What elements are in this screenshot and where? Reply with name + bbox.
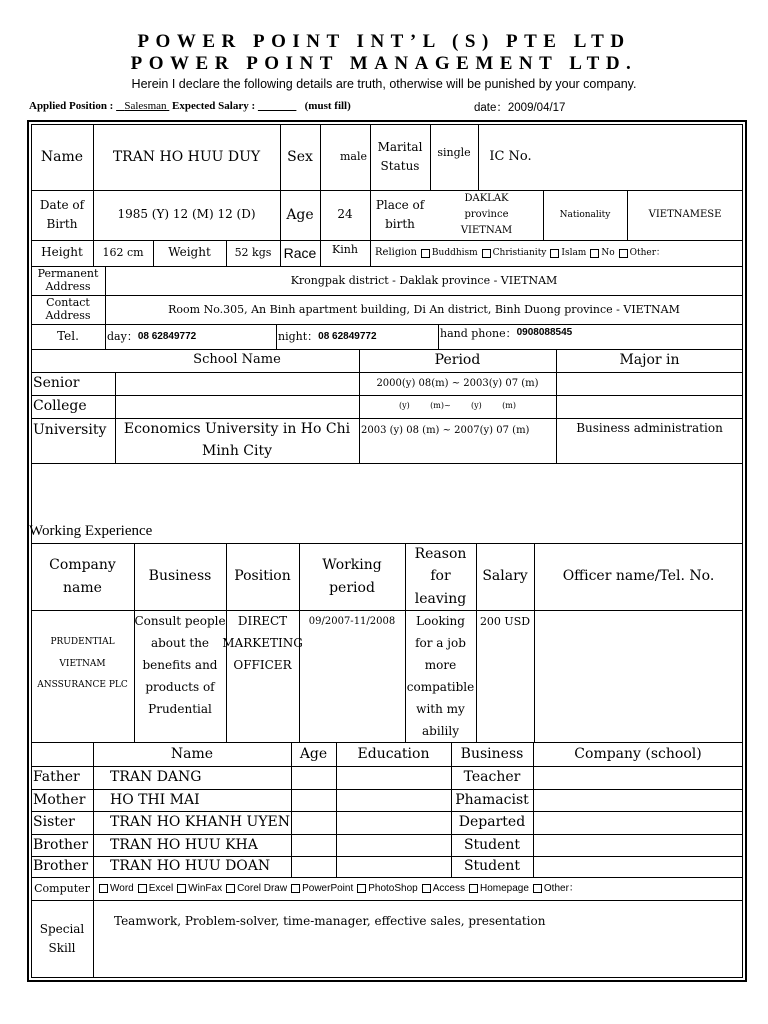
edu-period-university: 2003 (y) 08 (m) ~ 2007(y) 07 (m) [361,425,530,436]
work-reason-value: Looking for a job more compatible with my abilily [406,614,475,738]
date-field [474,99,565,115]
height-label: Height [41,245,83,260]
checkbox-no[interactable] [590,249,599,258]
checkbox-islam[interactable] [550,249,559,258]
religion-option-other: Other： [629,247,666,258]
company-name-2: POWER POINT MANAGEMENT LTD. [130,53,638,74]
computer-option-excel: Excel [148,882,174,894]
edu-header-major: Major in [619,352,680,369]
computer-option-access: Access [432,882,465,894]
work-header-position: Position [234,568,291,585]
work-header-business: Business [148,568,212,585]
computer-option-winfax: WinFax [188,882,223,894]
checkbox-christianity[interactable] [482,249,491,258]
weight-value: 52 kgs [234,246,272,260]
family-name-brother-1: TRAN HO HUU KHA [110,836,258,853]
edu-period-college: (y) (m)~ (y) (m) [399,401,516,411]
age-label: Age [286,206,314,223]
nationality-value: VIETNAMESE [648,209,722,220]
edu-level-university: University [33,422,107,438]
special-skill-label: Special Skill [39,921,85,955]
tel-night-label: night： [278,329,319,343]
tel-label: Tel. [57,328,79,343]
place-of-birth-value: DAKLAK province VIETNAM [460,193,513,236]
checkbox-winfax[interactable] [177,884,186,893]
declaration-text: Herein I declare the following details are truth, otherwise will be punished by your company. [131,77,637,91]
working-experience-title: Working Experience [29,523,153,539]
hand-phone-value: 0908088545 [516,327,573,338]
edu-level-college: College [33,398,87,415]
weight-label: Weight [168,245,211,260]
edu-major-university: Business administration [576,421,723,435]
tel-day-value: 08 62849772 [137,330,197,342]
religion-label: Religion [375,247,417,258]
applied-position-label: Applied Position : [29,100,114,112]
sex-value: male [339,150,367,164]
name-value: TRAN HO HUU DUY [112,148,261,165]
religion-option-islam: Islam [561,247,587,258]
work-salary-value: 200 USD [479,615,531,628]
work-header-officer: Officer name/Tel. No. [562,568,715,585]
family-business-sister: Departed [458,814,526,831]
computer-option-photoshop: PhotoShop [368,882,418,894]
permanent-address-value: Krongpak district - Daklak province - VIETNAM [290,273,558,287]
place-of-birth-label: Place of birth [375,197,425,231]
family-name-mother: HO THI MAI [110,791,200,808]
tel-night [276,324,438,349]
application-line [29,100,351,112]
edu-school-university: Economics University in Ho Chi Minh City [123,421,351,459]
checkbox-buddhism[interactable] [421,249,430,258]
family-business-father: Teacher [463,769,521,786]
marital-status-value: single [437,146,471,160]
race-label: Race [283,244,317,261]
contact-address-label: Contact Address [45,296,91,322]
ic-no-label: IC No. [489,148,532,164]
religion-option-no: No [601,247,615,258]
work-header-reason: Reason for leaving [414,545,467,607]
family-relation-sister: Sister [33,814,75,831]
family-business-brother-1: Student [463,836,521,853]
sex-label: Sex [287,148,313,165]
race-value: Kinh [332,243,358,257]
edu-header-school: School Name [193,352,281,368]
checkbox-access[interactable] [422,884,431,893]
checkbox-corel-draw[interactable] [226,884,235,893]
nationality-label: Nationality [559,209,611,220]
family-relation-father: Father [33,769,80,786]
family-header-business: Business [460,745,524,762]
family-business-brother-2: Student [463,858,521,875]
permanent-address-label: Permanent Address [37,267,99,293]
computer-option-word: Word [110,882,134,894]
work-header-company: Company name [49,557,116,596]
family-name-sister: TRAN HO KHANH UYEN [110,814,291,831]
applied-position-value: Salesman [124,100,167,112]
date-label: date： [474,102,508,114]
religion-option-buddhism: Buddhism [431,247,478,258]
marital-status-label: Marital Status [377,139,423,173]
height-value: 162 cm [102,246,144,260]
checkbox-word[interactable] [99,884,108,893]
computer-option-corel-draw: Corel Draw [237,882,288,894]
company-name-1: POWER POINT INT’L (S) PTE LTD [137,31,631,52]
work-header-salary: Salary [482,568,528,585]
dob-value: 1985 (Y) 12 (M) 12 (D) [117,207,256,222]
contact-address-value: Room No.305, An Binh apartment building, Di An district, Binh Duong province - VIETNAM [168,302,680,316]
edu-period-senior: 2000(y) 08(m) ~ 2003(y) 07 (m) [376,377,539,389]
must-fill-note: (must fill) [304,100,351,112]
edu-header-period: Period [434,352,481,369]
computer-option-powerpoint: PowerPoint [302,882,354,894]
family-relation-brother-2: Brother [33,858,89,875]
checkbox-excel[interactable] [138,884,147,893]
tel-day-label: day： [107,329,138,343]
family-header-name: Name [170,745,214,762]
computer-skills-row [93,877,743,900]
family-relation-mother: Mother [33,791,86,808]
family-name-father: TRAN DANG [110,769,202,786]
age-value: 24 [337,207,353,222]
work-company-value: PRUDENTIAL VIETNAM ANSSURANCE PLC [37,637,128,691]
family-relation-brother-1: Brother [33,836,89,853]
tel-night-value: 08 62849772 [318,330,377,342]
checkbox-photoshop[interactable] [357,884,366,893]
date-value: 2009/04/17 [507,102,566,114]
expected-salary-value [258,100,297,112]
checkbox-homepage[interactable] [469,884,478,893]
work-position-value: DIRECT MARKETING OFFICER [222,614,303,672]
work-period-value: 09/2007-11/2008 [308,616,396,627]
computer-label: Computer [34,881,90,895]
family-business-mother: Phamacist [455,791,529,808]
family-name-brother-2: TRAN HO HUU DOAN [110,858,271,875]
work-header-period: Working period [322,557,382,596]
computer-option-homepage: Homepage [479,882,529,894]
tel-day [105,324,276,349]
work-business-value: Consult people about the benefits and products of Prudential [134,614,226,716]
religion-option-christianity: Christianity [492,247,547,258]
computer-option-other: Other： [543,882,579,894]
special-skill-value: Teamwork, Problem-solver, time-manager, effective sales, presentation [114,914,546,928]
religion-row [373,240,743,266]
edu-level-senior: Senior [33,375,80,392]
expected-salary-label: Expected Salary : [172,100,256,112]
checkbox-other[interactable] [619,249,628,258]
family-header-company: Company (school) [574,745,702,762]
checkbox-powerpoint[interactable] [291,884,300,893]
hand-phone [438,324,743,349]
dob-label: Date of Birth [39,197,85,231]
family-header-education: Education [357,745,430,762]
name-label: Name [40,148,84,165]
checkbox-other-software[interactable] [533,884,542,893]
hand-phone-label: hand phone： [440,327,517,340]
family-header-age: Age [299,745,328,762]
